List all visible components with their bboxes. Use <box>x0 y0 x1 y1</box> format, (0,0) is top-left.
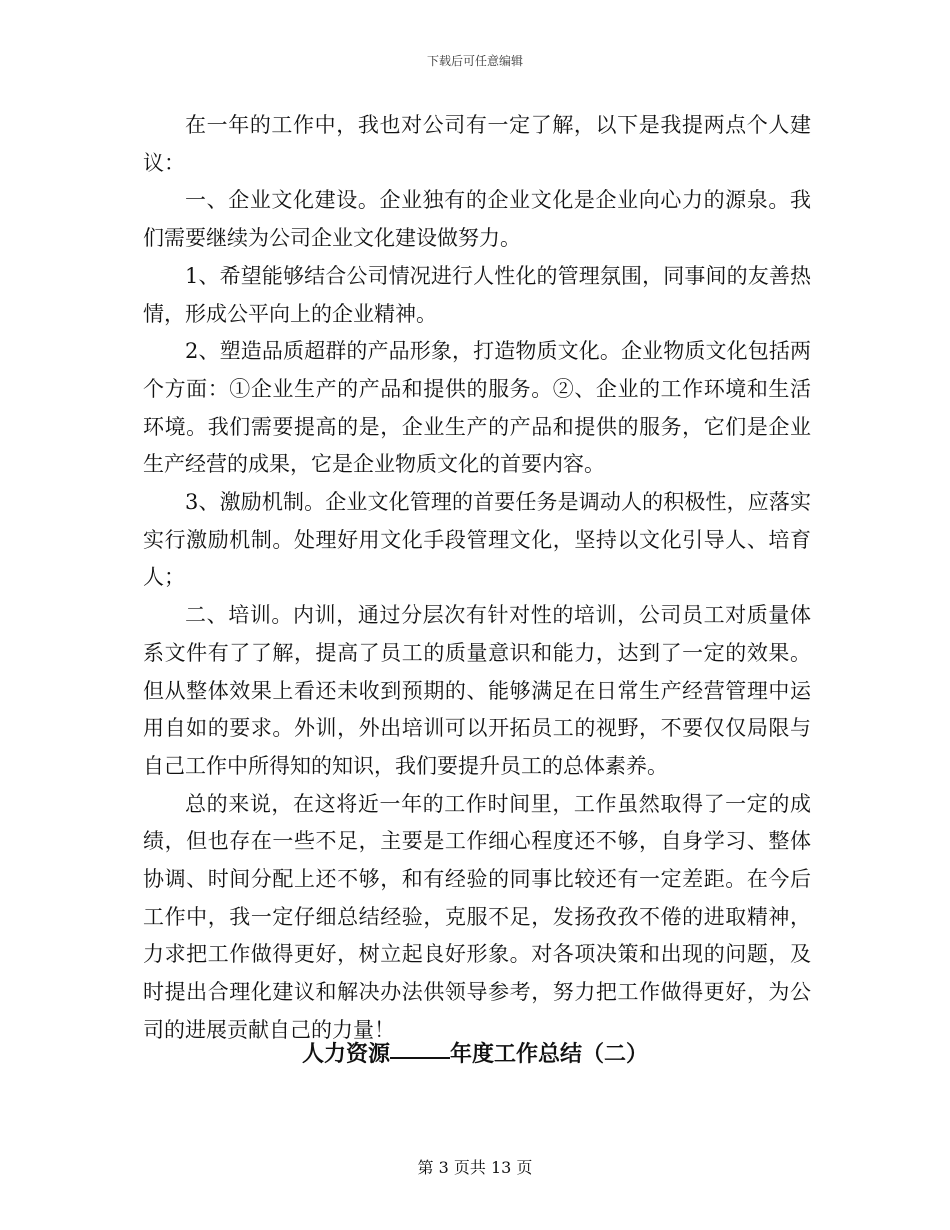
section-title <box>0 1037 950 1068</box>
document-body <box>143 107 811 1050</box>
section-title-suffix: 年度工作总结（二） <box>450 1041 649 1067</box>
page-number: 第 3 页共 13 页 <box>417 1158 533 1177</box>
paragraph-intro: 在一年的工作中，我也对公司有一定了解，以下是我提两点个人建议： <box>143 113 811 175</box>
paragraph-summary: 总的来说，在这将近一年的工作时间里，工作虽然取得了一定的成绩，但也存在一些不足，主要是工作细心程度还不够，自身学习、整体协调、时间分配上还不够，和有经验的同事比较还有一定差距。在今后工作中，我一定仔细总结经验，克服不足，发扬孜孜不倦的进取精神，力求把工作做得更好，树立起良好形象。对各项决策和出现的问题，及时提出合理化建议和解决办法供领导参考，努力把工作做得更好，为公司的进展贡献自己的力量！ <box>143 791 811 1042</box>
header-note: 下载后可任意编辑 <box>426 54 523 68</box>
paragraph-culture-item-1: 1、希望能够结合公司情况进行人性化的管理氛围，同事间的友善热情，形成公平向上的企业精神。 <box>143 263 811 326</box>
paragraph-training: 二、培训。内训，通过分层次有针对性的培训，公司员工对质量体系文件有了了解，提高了员工的质量意识和能力，达到了一定的效果。但从整体效果上看还未收到预期的、能够满足在日常生产经营管理中运用自如的要求。外训，外出培训可以开拓员工的视野，不要仅仅局限与自己工作中所得知的知识，我们要提升员工的总体素养。 <box>143 603 811 778</box>
title-blank-underline <box>390 1056 450 1059</box>
section-title-prefix: 人力资源 <box>301 1041 390 1067</box>
paragraph-culture: 一、企业文化建设。企业独有的企业文化是企业向心力的源泉。我们需要继续为公司企业文化建设做努力。 <box>143 188 811 251</box>
paragraph-culture-item-2: 2、塑造品质超群的产品形象，打造物质文化。企业物质文化包括两个方面：①企业生产的产品和提供的服务。②、企业的工作环境和生活环境。我们需要提高的是，企业生产的产品和提供的服务，它们是企业生产经营的成果，它是企业物质文化的首要内容。 <box>143 339 811 477</box>
paragraph-culture-item-3: 3、激励机制。企业文化管理的首要任务是调动人的积极性，应落实实行激励机制。处理好用文化手段管理文化，坚持以文化引导人、培育人； <box>143 490 811 590</box>
